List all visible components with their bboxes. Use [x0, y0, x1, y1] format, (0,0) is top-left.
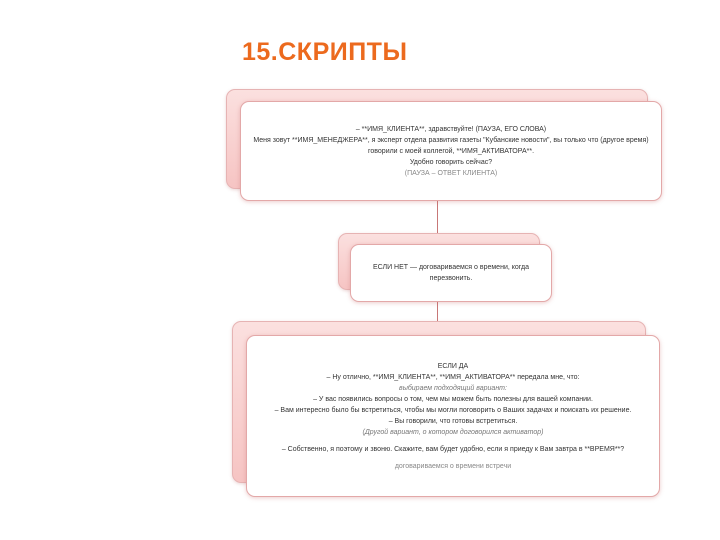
yes-card	[246, 335, 660, 497]
yes-line-3: выбираем подходящий вариант:	[399, 384, 507, 392]
no-line-1: ЕСЛИ НЕТ — договариваемся о времени, когда	[373, 264, 529, 271]
yes-line-1: ЕСЛИ ДА	[437, 362, 469, 370]
yes-line-2: – Ну отлично, **ИМЯ_КЛИЕНТА**, **ИМЯ_АКТИВАТОРА** передала мне, что:	[326, 373, 580, 381]
yes-line-6: – Вы говорили, что готовы встретиться.	[388, 417, 518, 425]
yes-line-8: – Собственно, я поэтому и звоню. Скажите, вам будет удобно, если я приеду к Вам завтра в **ВРЕМЯ**?	[281, 445, 625, 453]
no-line-2: перезвонить.	[429, 275, 473, 282]
yes-line-7: (Другой вариант, о котором договорился активатор)	[362, 428, 544, 436]
yes-line-4: – У вас появились вопросы о том, чем мы можем быть полезны для вашей компании.	[313, 395, 593, 403]
yes-line-5: – Вам интересно было бы встретиться, чтобы мы могли поговорить о Ваших задачах и поискать их решение.	[274, 406, 632, 414]
greeting-card	[240, 101, 662, 201]
greeting-line-1: – **ИМЯ_КЛИЕНТА**, здравствуйте! (ПАУЗА, ЕГО СЛОВА)	[355, 125, 547, 133]
greeting-line-4: Удобно говорить сейчас?	[409, 158, 493, 166]
yes-line-9: договариваемся о времени встречи	[394, 462, 512, 470]
connector-line-top	[437, 201, 438, 235]
greeting-line-2: Меня зовут **ИМЯ_МЕНЕДЖЕРА**, я эксперт отдела развития газеты "Кубанские новости", вы только что (другое время)	[253, 136, 649, 144]
greeting-line-5: (ПАУЗА – ОТВЕТ КЛИЕНТА)	[404, 169, 498, 177]
no-card	[350, 244, 552, 302]
slide-title: 15.СКРИПТЫ	[242, 38, 408, 66]
greeting-line-3: говорили с моей коллегой, **ИМЯ_АКТИВАТОРА**.	[367, 147, 535, 155]
